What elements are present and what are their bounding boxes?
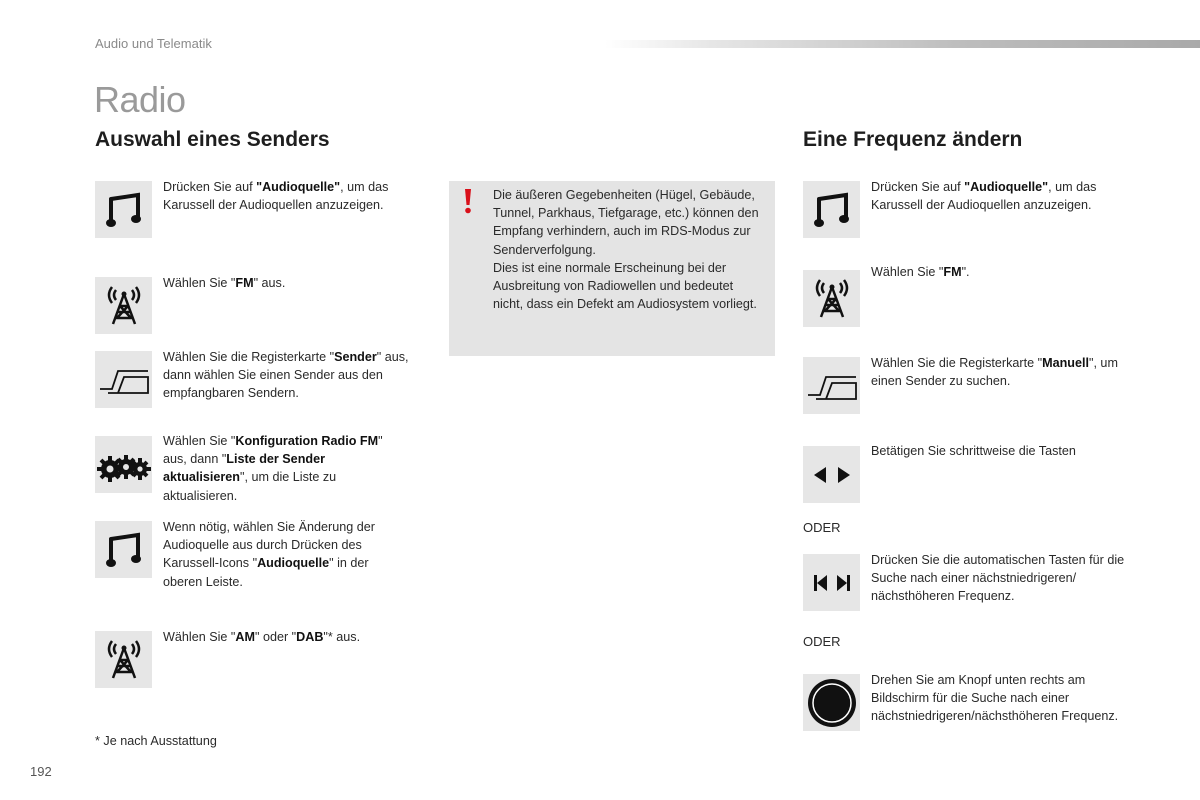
music-note-icon	[95, 521, 152, 578]
gears-icon	[95, 436, 152, 493]
skip-buttons-icon	[803, 554, 860, 611]
left-step-6-text: Wählen Sie "AM" oder "DAB"* aus.	[163, 630, 361, 644]
warning-text-1: Die äußeren Gegebenheiten (Hügel, Gebäude, Tunnel, Parkhaus, Tiefgarage, etc.) können den Empfang verhindern, auch im RDS-Modus zur Senderverfolgung.	[493, 188, 759, 257]
section-label: Audio und Telematik	[95, 36, 212, 51]
radio-tower-icon	[803, 270, 860, 327]
tab-icon	[803, 357, 860, 414]
music-note-icon	[95, 181, 152, 238]
footnote: * Je nach Ausstattung	[95, 734, 217, 748]
knob-icon	[803, 674, 860, 731]
page-title: Radio	[94, 79, 186, 120]
music-note-icon	[803, 181, 860, 238]
left-step-5-text: Wenn nötig, wählen Sie Änderung der Audioquelle aus durch Drücken des Karussell-Icons "Audioquelle" in der oberen Leiste.	[163, 520, 375, 589]
left-step-1-text: Drücken Sie auf "Audioquelle", um das Karussell der Audioquellen anzuzeigen.	[163, 180, 389, 213]
right-step-2-text: Wählen Sie "FM".	[871, 265, 970, 279]
right-step-5-text: Drücken Sie die automatischen Tasten für die Suche nach einer nächstniedrigeren/ nächsthöheren Frequenz.	[871, 553, 1125, 604]
exclamation-icon	[463, 188, 473, 219]
right-step-1-text: Drücken Sie auf "Audioquelle", um das Karussell der Audioquellen anzuzeigen.	[871, 180, 1097, 213]
right-step-4-text: Betätigen Sie schrittweise die Tasten	[871, 444, 1076, 458]
step-arrows-icon	[803, 446, 860, 503]
right-step-6-text: Drehen Sie am Knopf unten rechts am Bildschirm für die Suche nach einer nächstniedrigeren/nächsthöheren Frequenz.	[871, 673, 1119, 724]
left-step-2-text: Wählen Sie "FM" aus.	[163, 276, 286, 290]
left-step-3-text: Wählen Sie die Registerkarte "Sender" aus, dann wählen Sie einen Sender aus den empfangbaren Sendern.	[163, 350, 409, 401]
radio-tower-icon	[95, 631, 152, 688]
warning-text	[493, 186, 763, 313]
tab-icon	[95, 351, 152, 408]
warning-text-2: Dies ist eine normale Erscheinung bei der Ausbreitung von Radiowellen und bedeutet nicht, dass ein Defekt am Audiosystem vorliegt.	[493, 260, 757, 312]
oder-label-1: ODER	[803, 520, 841, 535]
header-bar	[605, 40, 1200, 48]
oder-label-2: ODER	[803, 634, 841, 649]
left-heading: Auswahl eines Senders	[95, 128, 330, 151]
radio-tower-icon	[95, 277, 152, 334]
right-step-3-text: Wählen Sie die Registerkarte "Manuell", um einen Sender zu suchen.	[871, 356, 1118, 389]
page-number: 192	[30, 764, 52, 779]
left-step-4-text: Wählen Sie "Konfiguration Radio FM" aus, dann "Liste der Sender aktualisieren", um die Liste zu aktualisieren.	[163, 434, 383, 503]
right-heading: Eine Frequenz ändern	[803, 128, 1023, 151]
